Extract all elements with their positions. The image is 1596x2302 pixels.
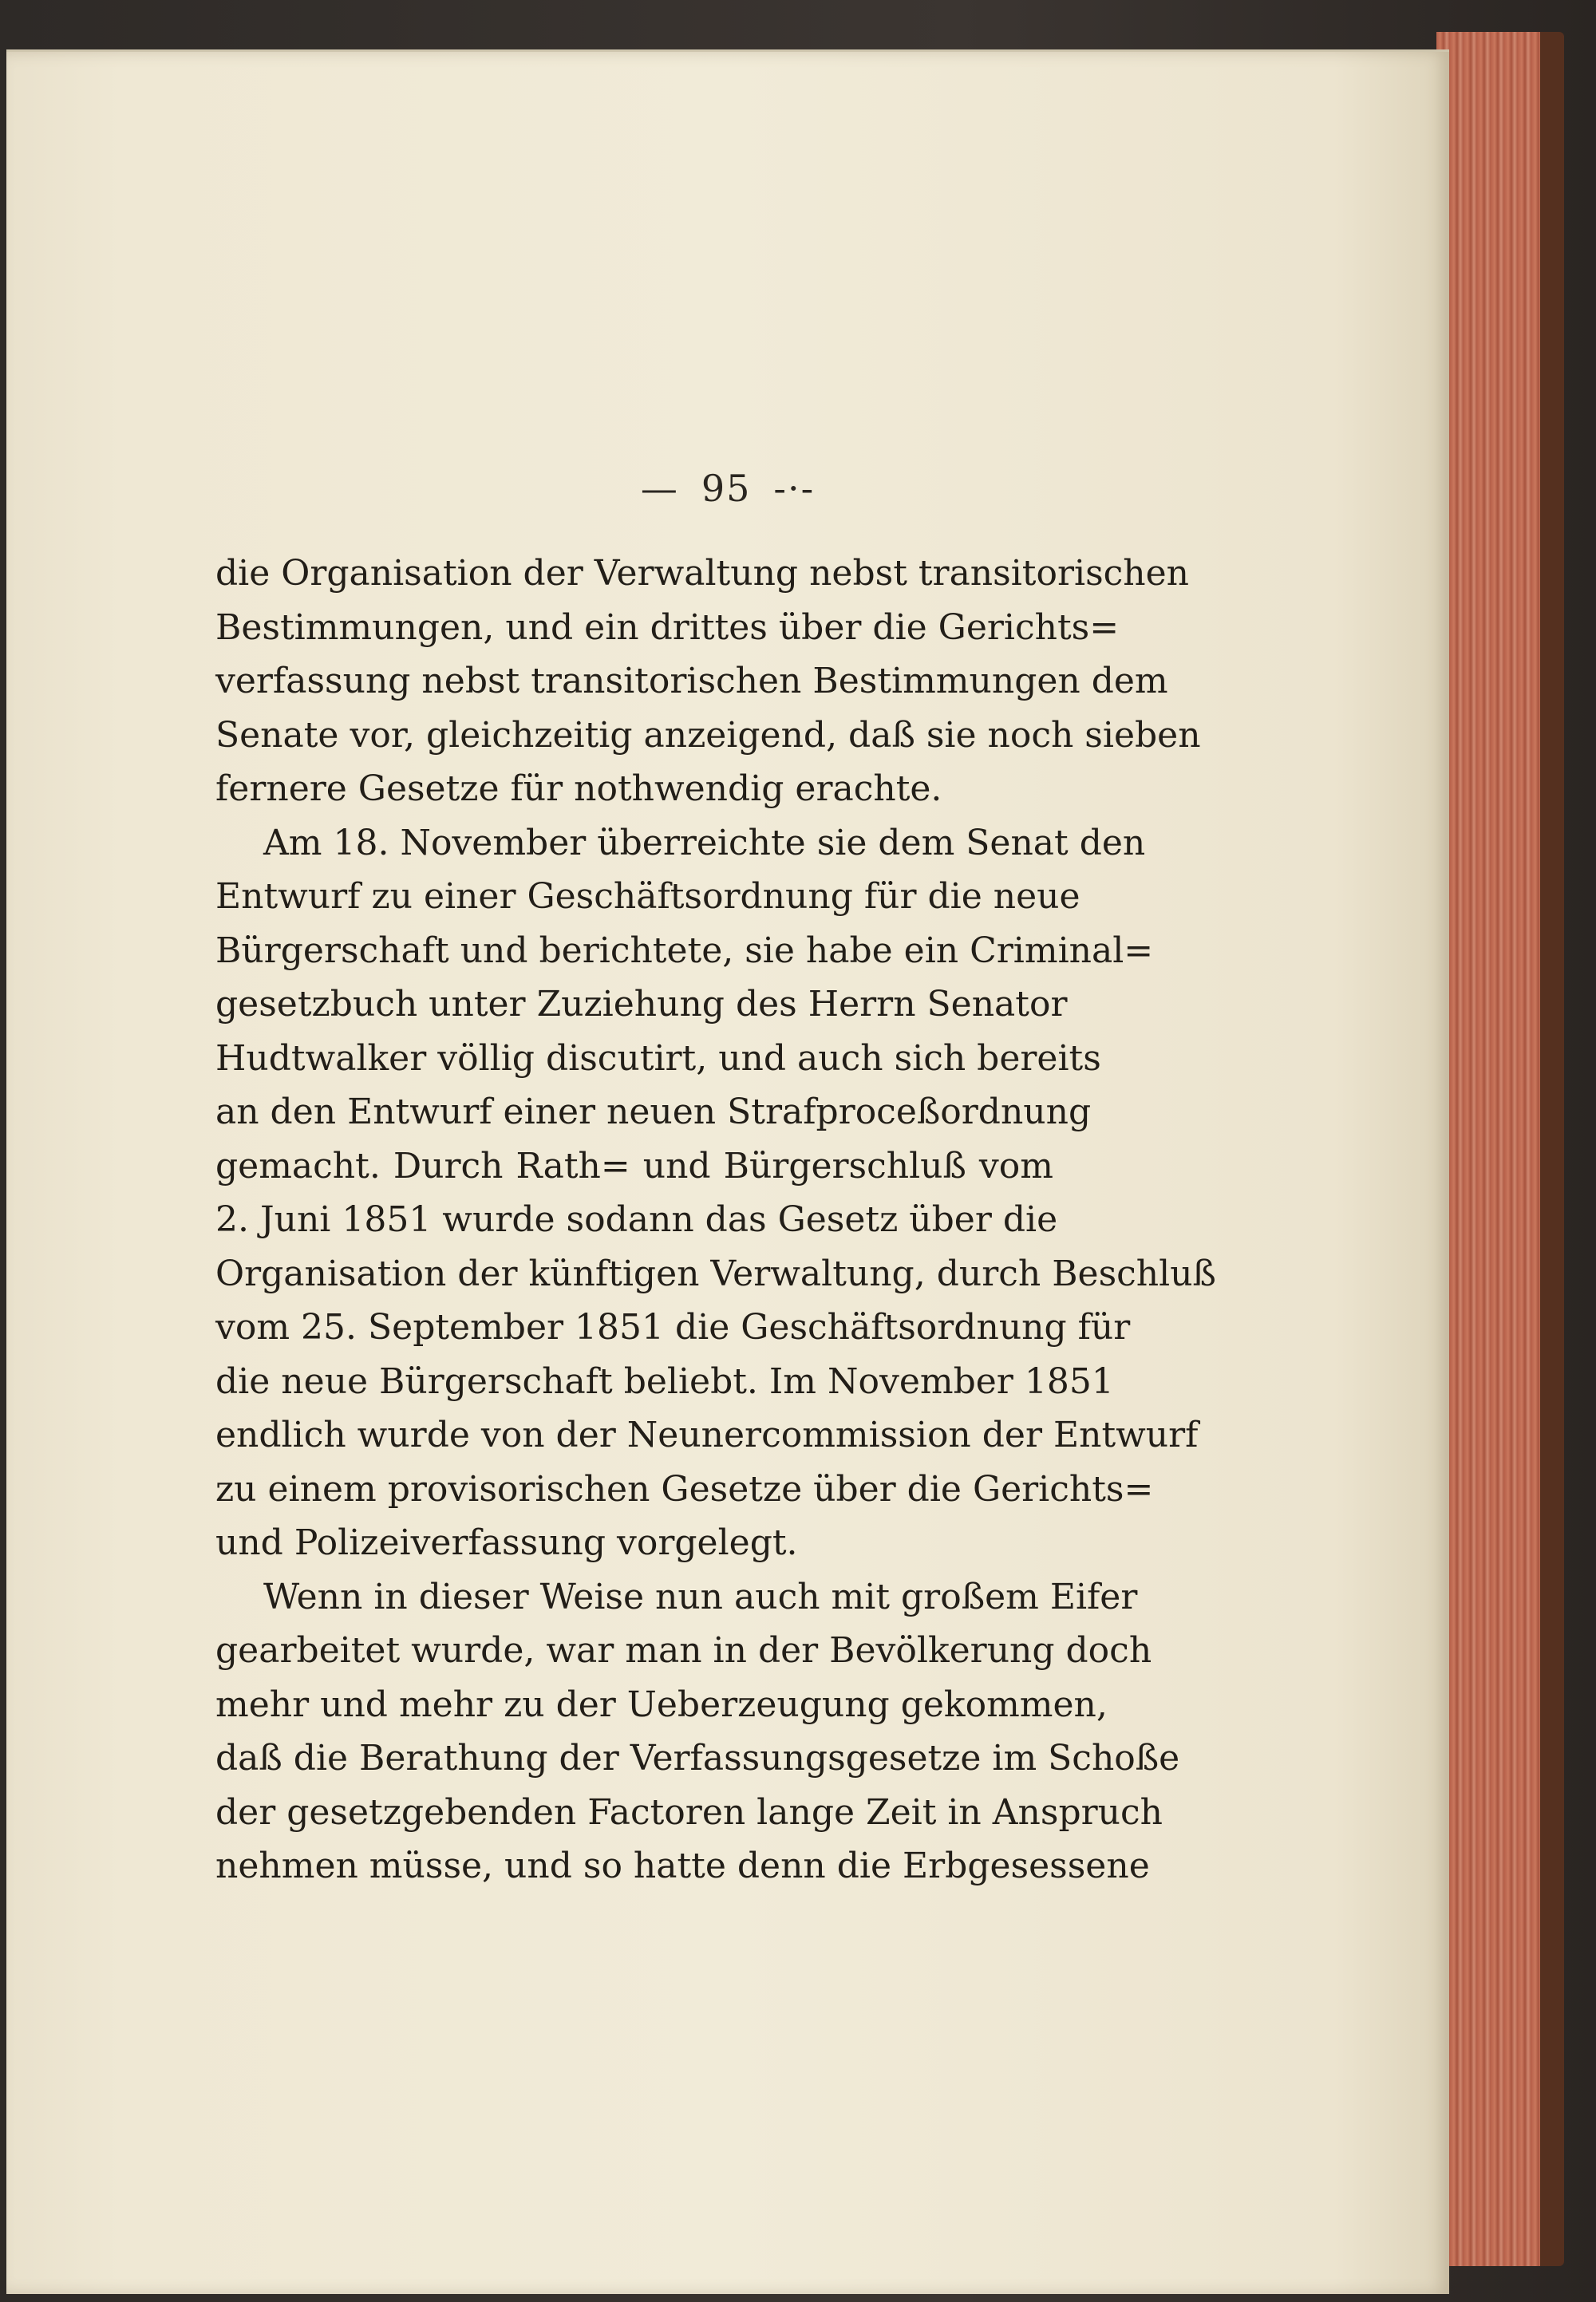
text-line: Organisation der künftigen Verwaltung, durch Beschluß bbox=[215, 1253, 1216, 1294]
text-line: der gesetzgebenden Factoren lange Zeit in Anspruch bbox=[215, 1791, 1163, 1833]
text-line: Am 18. November überreichte sie dem Senat den bbox=[263, 822, 1146, 863]
text-line: daß die Berathung der Verfassungsgesetze im Schoße bbox=[215, 1738, 1180, 1779]
text-line: Hudtwalker völlig discutirt, und auch sich bereits bbox=[215, 1037, 1101, 1079]
text-line: mehr und mehr zu der Ueberzeugung gekommen, bbox=[215, 1684, 1108, 1725]
text-line: Bestimmungen, und ein drittes über die Gerichts= bbox=[215, 606, 1120, 648]
running-head-dash-right: -·- bbox=[773, 467, 816, 510]
text-line: Bürgerschaft und berichtete, sie habe ein Criminal= bbox=[215, 930, 1154, 971]
text-line: nehmen müsse, und so hatte denn die Erbgesessene bbox=[215, 1846, 1150, 1886]
text-line: endlich wurde von der Neunercommission der Entwurf bbox=[215, 1415, 1199, 1455]
text-line: gesetzbuch unter Zuziehung des Herrn Senator bbox=[215, 984, 1068, 1025]
text-line: vom 25. September 1851 die Geschäftsordnung für bbox=[215, 1307, 1131, 1348]
body-text bbox=[215, 547, 1216, 1893]
text-line: 2. Juni 1851 wurde sodann das Gesetz über die bbox=[215, 1199, 1058, 1240]
text-line: zu einem provisorischen Gesetze über die Gerichts= bbox=[215, 1468, 1154, 1510]
text-line: gearbeitet wurde, war man in der Bevölkerung doch bbox=[215, 1630, 1152, 1671]
text-line: verfassung nebst transitorischen Bestimmungen dem bbox=[215, 661, 1168, 701]
text-line: Entwurf zu einer Geschäftsordnung für die neue bbox=[215, 876, 1080, 917]
text-line: die neue Bürgerschaft beliebt. Im November 1851 bbox=[215, 1360, 1114, 1402]
text-line: Wenn in dieser Weise nun auch mit großem Eifer bbox=[263, 1576, 1138, 1617]
text-line: an den Entwurf einer neuen Strafproceßordnung bbox=[215, 1092, 1092, 1132]
page-number: 95 bbox=[701, 467, 752, 510]
page-edges-shadow bbox=[1540, 32, 1564, 2266]
text-line: und Polizeiverfassung vorgelegt. bbox=[215, 1522, 798, 1563]
text-line: Senate vor, gleichzeitig anzeigend, daß sie noch sieben bbox=[215, 714, 1201, 756]
page-edges bbox=[1436, 32, 1556, 2266]
running-head-dash-left: — bbox=[640, 467, 679, 510]
book-page bbox=[6, 49, 1449, 2294]
text-line: die Organisation der Verwaltung nebst transitorischen bbox=[215, 553, 1190, 594]
running-head bbox=[6, 467, 1449, 510]
text-line: gemacht. Durch Rath= und Bürgerschluß vom bbox=[215, 1145, 1053, 1187]
text-line: fernere Gesetze für nothwendig erachte. bbox=[215, 768, 942, 809]
